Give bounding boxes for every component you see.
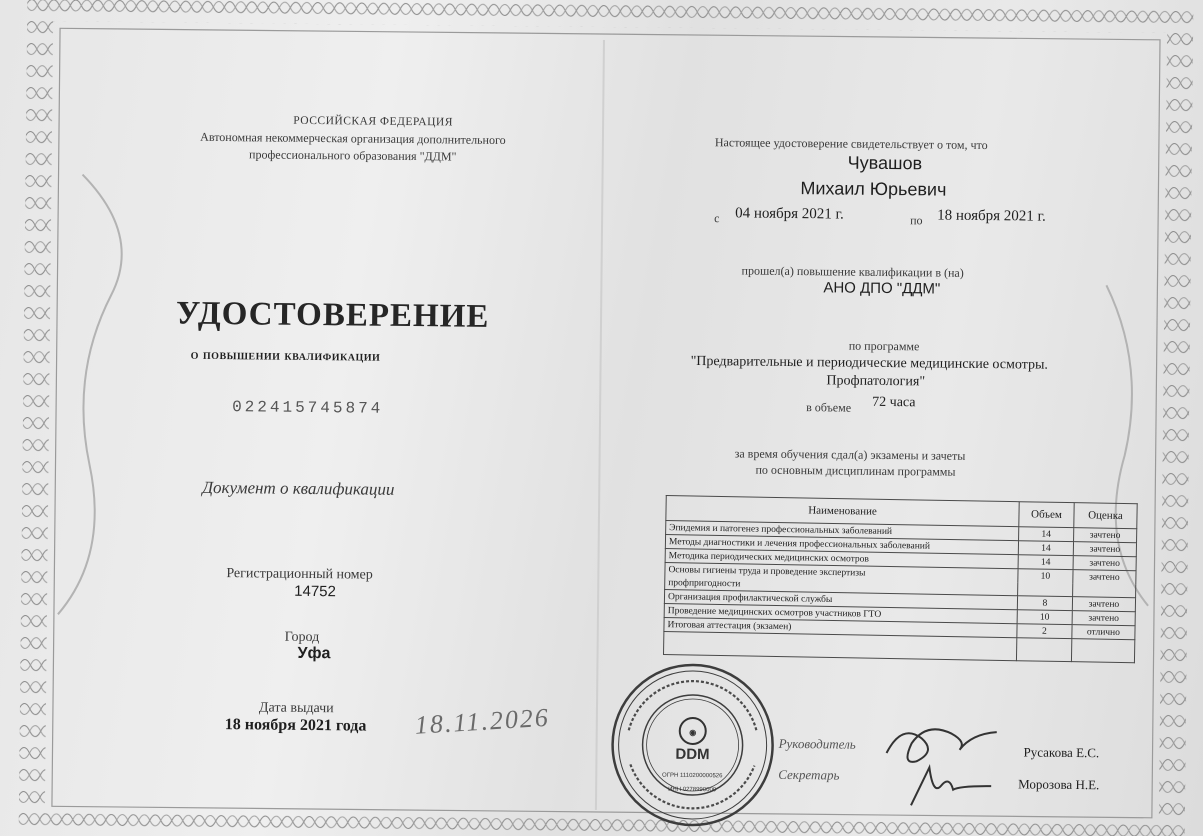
empty-cell <box>1016 638 1071 662</box>
column-header-name: Наименование <box>666 496 1019 527</box>
passed-text: прошел(а) повышение квалификации в (на) <box>741 263 964 280</box>
city-value: Уфа <box>297 644 331 663</box>
subject-name: Методы диагностики и лечения профессиональных заболеваний <box>665 535 1018 555</box>
volume-value: 72 часа <box>872 394 916 411</box>
subject-hours <box>1018 582 1073 596</box>
handwritten-date: 18.11.2026 <box>414 702 551 740</box>
issue-date: 18 ноября 2021 года <box>224 716 367 735</box>
subject-name: Итоговая аттестация (экзамен) <box>664 618 1017 638</box>
organization-seal <box>608 660 778 830</box>
registration-number: 14752 <box>294 582 336 601</box>
from-prefix: с <box>714 211 720 226</box>
subject-grade: зачтено <box>1073 570 1136 585</box>
director-name: Русакова Е.С. <box>1023 744 1100 761</box>
secretary-name: Морозова Н.Е. <box>1018 776 1100 793</box>
subject-name: Проведение медицинских осмотров участников ГТО <box>664 604 1017 624</box>
svg-text:◉: ◉ <box>689 727 697 738</box>
issue-date-label: Дата выдачи <box>258 700 334 717</box>
holder-name: Михаил Юрьевич <box>800 178 947 200</box>
subject-hours: 14 <box>1018 541 1073 556</box>
holder-surname: Чувашов <box>847 152 923 174</box>
volume-label: в объеме <box>806 400 852 415</box>
empty-cell <box>1071 639 1134 663</box>
secretary-signature <box>901 755 1002 816</box>
program-line-1: "Предварительные и периодические медицинские осмотры. <box>690 353 1048 373</box>
subject-hours: 2 <box>1017 624 1072 639</box>
seal-logo: DDM <box>675 745 710 764</box>
exams-line-2: по основным дисциплинам программы <box>755 462 956 479</box>
subject-name: Методика периодических медицинских осмотров <box>665 549 1018 569</box>
org-name-line-2: профессионального образования "ДДМ" <box>248 147 457 164</box>
seal-inn: ИНН 0278990000 <box>668 786 717 794</box>
program-label: по программе <box>848 338 920 354</box>
subject-hours: 10 <box>1018 569 1073 583</box>
city-label: Город <box>284 629 320 646</box>
column-header-grade: Оценка <box>1074 503 1137 529</box>
to-date: 18 ноября 2021 г. <box>937 207 1046 225</box>
subject-hours: 10 <box>1017 610 1072 625</box>
org-name-line-1: Автономная некоммерческая организация дополнительного <box>200 129 506 147</box>
subject-grade <box>1073 583 1136 598</box>
seal-ogrn: ОГРН 1110200000526 <box>662 772 723 780</box>
document-subtitle: о повышении квалификации <box>190 347 381 365</box>
subject-grade: зачтено <box>1074 528 1137 543</box>
director-label: Руководитель <box>778 735 856 752</box>
subject-hours: 14 <box>1018 555 1073 570</box>
subject-name: Основы гигиены труда и проведение экспертизы <box>665 563 1018 583</box>
exams-line-1: за время обучения сдал(а) экзамены и зачеты <box>734 446 966 463</box>
institution-name: АНО ДПО "ДДМ" <box>823 279 941 298</box>
subject-name: Организация профилактической службы <box>664 590 1017 610</box>
from-date: 04 ноября 2021 г. <box>735 205 844 223</box>
secretary-label: Секретарь <box>778 766 840 783</box>
to-prefix: по <box>910 213 923 228</box>
federation-label: РОССИЙСКАЯ ФЕДЕРАЦИЯ <box>293 114 453 129</box>
subject-grade: зачтено <box>1073 556 1136 571</box>
subject-grade: отлично <box>1072 625 1135 640</box>
program-line-2: Профпатология" <box>826 373 926 390</box>
document-title: УДОСТОВЕРЕНИЕ <box>175 295 490 335</box>
subject-grade: зачтено <box>1072 611 1135 626</box>
registration-label: Регистрационный номер <box>226 566 373 583</box>
grades-table <box>663 495 1138 663</box>
subject-grade: зачтено <box>1073 542 1136 557</box>
document-kind: Документ о квалификации <box>202 477 395 499</box>
document-number: 022415745874 <box>232 398 384 418</box>
subject-hours: 8 <box>1017 596 1072 611</box>
subject-name: профпригодности <box>665 576 1018 596</box>
subject-grade: зачтено <box>1072 597 1135 612</box>
subject-hours: 14 <box>1019 527 1074 542</box>
subject-name: Эпидемия и патогенез профессиональных заболеваний <box>666 521 1019 541</box>
intro-text: Настоящее удостоверение свидетельствует о том, что <box>714 135 988 153</box>
column-header-hours: Объем <box>1019 502 1074 528</box>
